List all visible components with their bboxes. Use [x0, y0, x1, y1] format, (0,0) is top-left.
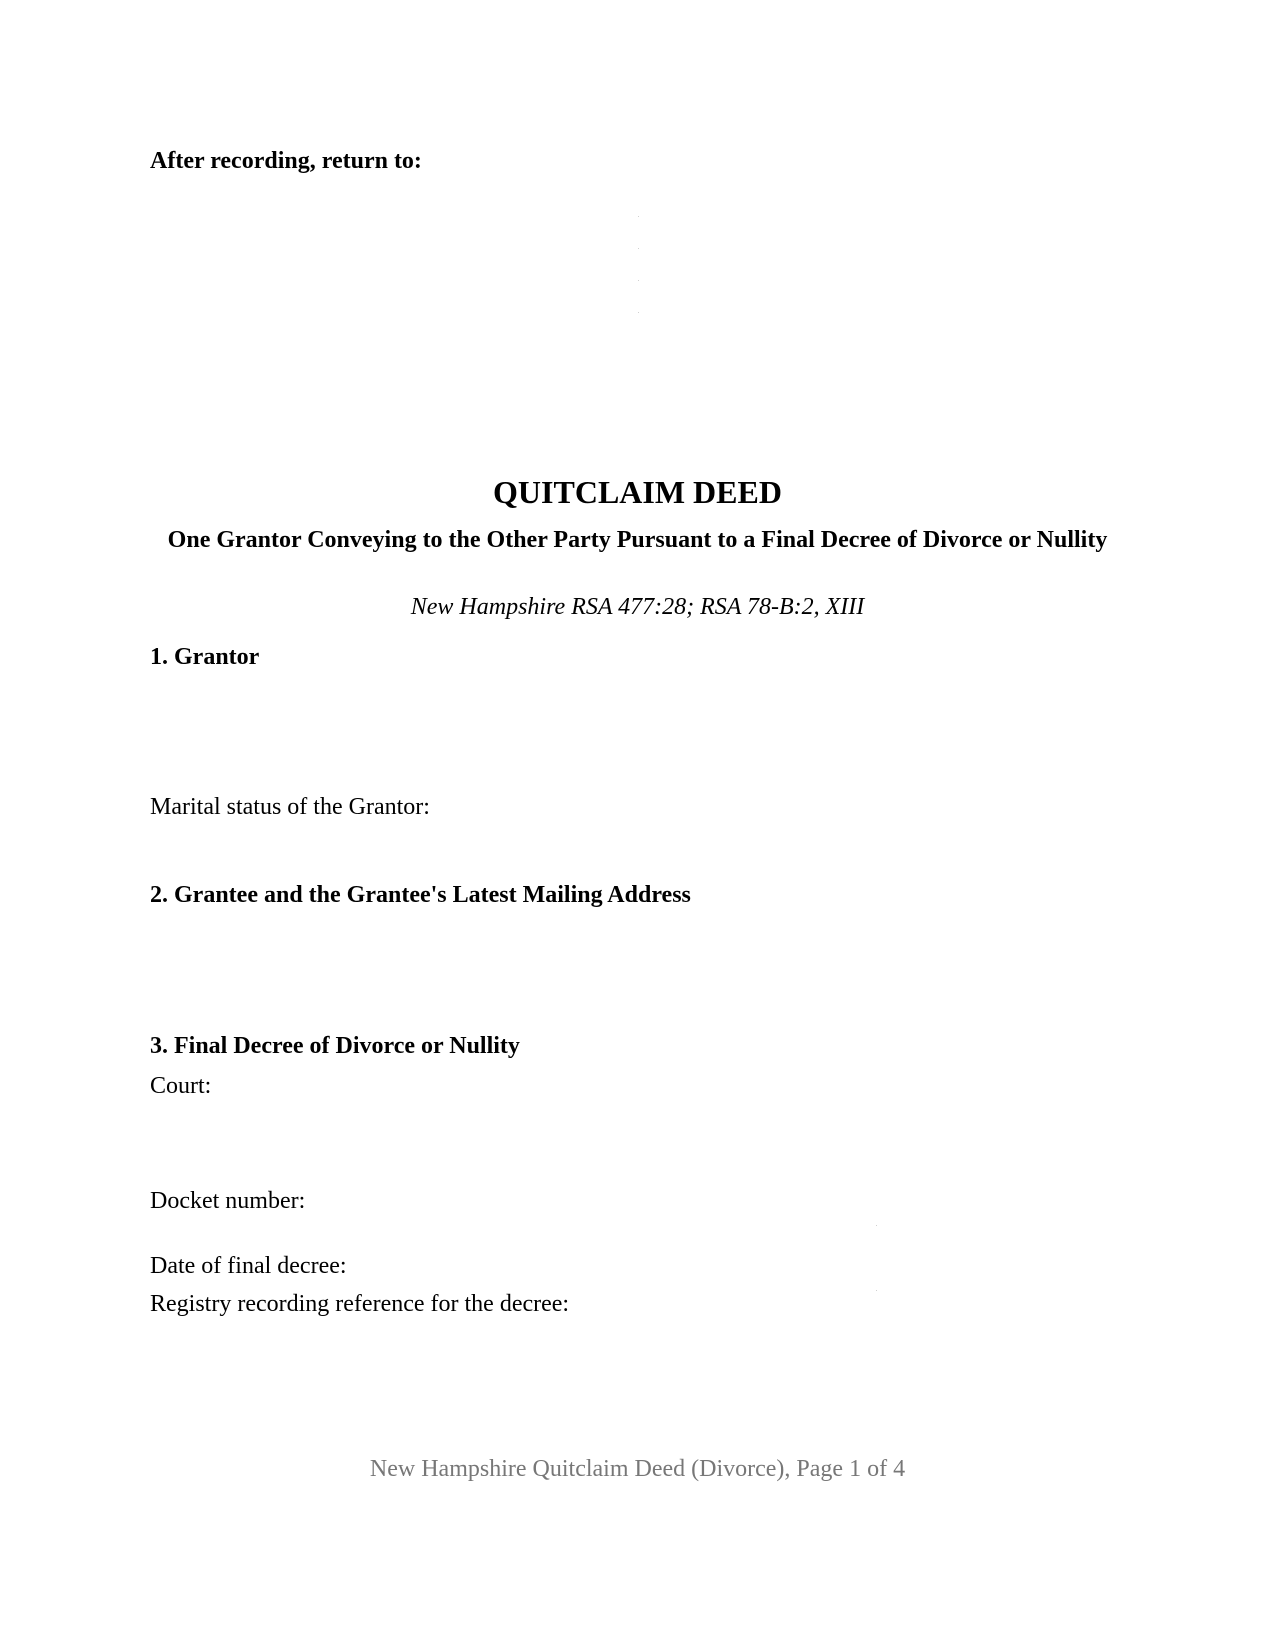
scan-speck [876, 1290, 877, 1291]
scan-speck [638, 280, 639, 281]
page-footer: New Hampshire Quitclaim Deed (Divorce), Page 1 of 4 [369, 1456, 906, 1482]
section-grantor-heading: 1. Grantor [150, 644, 260, 670]
document-title: QUITCLAIM DEED [493, 474, 782, 510]
scan-speck [638, 248, 639, 249]
statute-reference: New Hampshire RSA 477:28; RSA 78-B:2, XIII [410, 594, 865, 620]
scan-speck [638, 312, 639, 313]
registry-reference-label: Registry recording reference for the decree: [150, 1291, 570, 1317]
decree-date-label: Date of final decree: [150, 1253, 347, 1279]
return-to-label: After recording, return to: [150, 148, 422, 174]
scan-speck [638, 216, 639, 217]
document-subtitle: One Grantor Conveying to the Other Party Pursuant to a Final Decree of Divorce or Nullity [167, 527, 1108, 553]
court-label: Court: [150, 1073, 212, 1099]
scan-speck [876, 1225, 877, 1226]
marital-status-label: Marital status of the Grantor: [150, 794, 430, 820]
section-decree-heading: 3. Final Decree of Divorce or Nullity [150, 1033, 520, 1059]
docket-number-label: Docket number: [150, 1188, 306, 1214]
section-grantee-heading: 2. Grantee and the Grantee's Latest Mailing Address [150, 882, 691, 908]
